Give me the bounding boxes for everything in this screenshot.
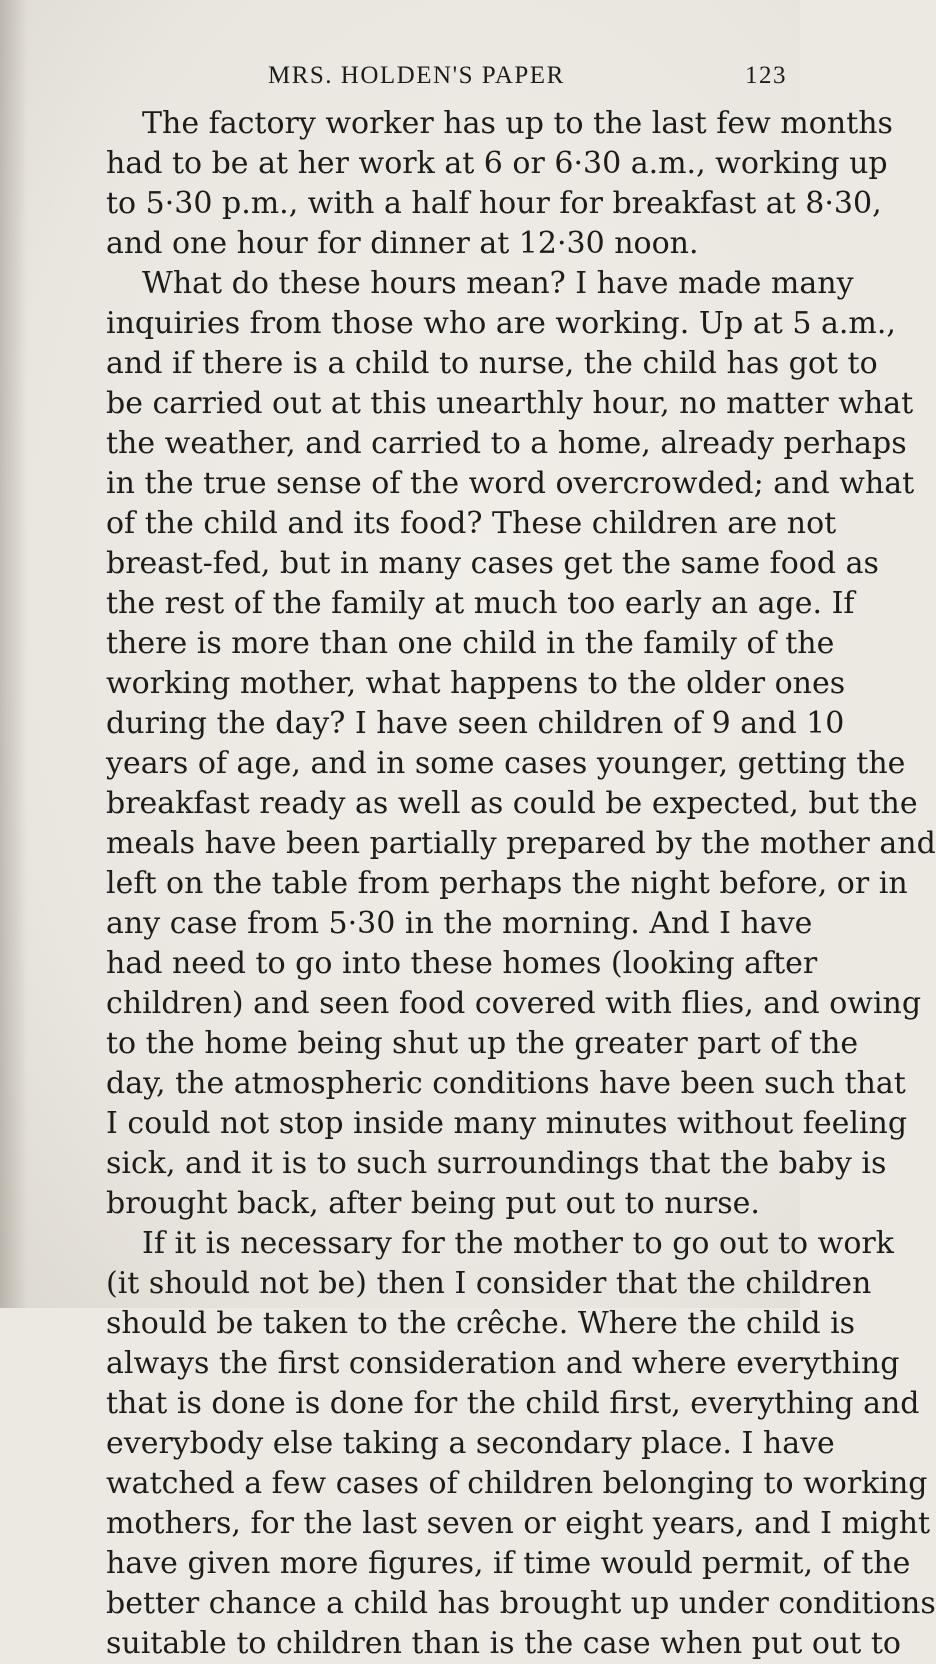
text-line: working mother, what happens to the older ones [106, 666, 846, 701]
text-line: be carried out at this unearthly hour, no matter what [106, 386, 914, 421]
text-line: to the home being shut up the greater part of the [106, 1026, 859, 1061]
running-head: MRS. HOLDEN'S PAPER [268, 62, 565, 89]
text-line: breakfast ready as well as could be expected, but the [106, 786, 918, 821]
text-line: the weather, and carried to a home, already perhaps [106, 426, 907, 461]
text-line: should be taken to the crêche. Where the child is [106, 1306, 856, 1341]
text-line: years of age, and in some cases younger, getting the [106, 746, 906, 781]
text-line: children) and seen food covered with flies, and owing [106, 986, 922, 1021]
text-line: (it should not be) then I consider that the children [106, 1266, 872, 1301]
text-line: breast-fed, but in many cases get the same food as [106, 546, 879, 581]
page-number: 123 [745, 62, 787, 89]
text-line: suitable to children than is the case when put out to [106, 1626, 901, 1661]
text-line: brought back, after being put out to nurse. [106, 1186, 760, 1221]
text-line: of the child and its food? These children are not [106, 506, 837, 541]
binding-shadow [0, 0, 28, 1308]
text-line: I could not stop inside many minutes without feeling [106, 1106, 908, 1141]
text-line: meals have been partially prepared by the mother and [106, 826, 936, 861]
text-line: had need to go into these homes (looking after [106, 946, 818, 981]
text-line: mothers, for the last seven or eight years, and I might [106, 1506, 931, 1541]
text-line: If it is necessary for the mother to go out to work [142, 1226, 894, 1261]
text-line: The factory worker has up to the last few months [142, 106, 893, 141]
text-line: sick, and it is to such surroundings that the baby is [106, 1146, 887, 1181]
text-line: to 5·30 p.m., with a half hour for breakfast at 8·30, [106, 186, 882, 221]
body-text [106, 104, 936, 1664]
text-line: in the true sense of the word overcrowded; and what [106, 466, 915, 501]
text-line: always the first consideration and where everything [106, 1346, 900, 1381]
text-line: any case from 5·30 in the morning. And I have [106, 906, 813, 941]
text-line: better chance a child has brought up under conditions [106, 1586, 936, 1621]
text-line: inquiries from those who are working. Up at 5 a.m., [106, 306, 896, 341]
text-line: What do these hours mean? I have made many [142, 266, 854, 301]
text-line: day, the atmospheric conditions have been such that [106, 1066, 906, 1101]
page-header [0, 62, 800, 102]
text-line: during the day? I have seen children of 9 and 10 [106, 706, 845, 741]
text-line: and one hour for dinner at 12·30 noon. [106, 226, 699, 261]
text-line: left on the table from perhaps the night before, or in [106, 866, 908, 901]
text-line: the rest of the family at much too early an age. If [106, 586, 855, 621]
text-line: everybody else taking a secondary place. I have [106, 1426, 835, 1461]
text-line: have given more figures, if time would permit, of the [106, 1546, 911, 1581]
text-line: watched a few cases of children belonging to working [106, 1466, 928, 1501]
text-line: and if there is a child to nurse, the child has got to [106, 346, 878, 381]
text-line: there is more than one child in the family of the [106, 626, 835, 661]
text-line: that is done is done for the child first, everything and [106, 1386, 920, 1421]
text-line: had to be at her work at 6 or 6·30 a.m., working up [106, 146, 888, 181]
